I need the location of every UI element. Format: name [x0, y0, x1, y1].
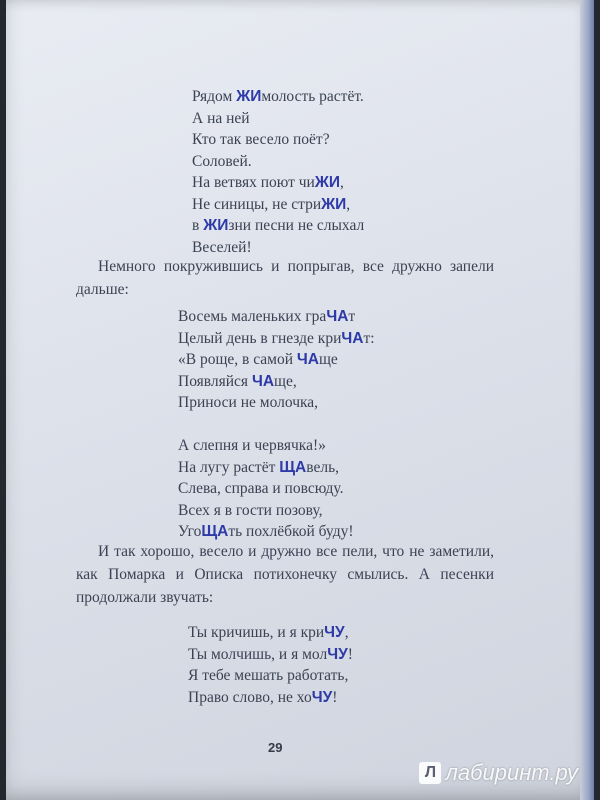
line-text: вель, [306, 458, 340, 476]
line-text: Ты молчишь, и я мол [188, 645, 328, 663]
line-text: Рядом [192, 88, 237, 105]
line-text: в [192, 217, 204, 234]
highlighted-syllable: ЧУ [324, 624, 345, 641]
line-text: Кто так весело поёт? [192, 131, 330, 148]
highlighted-syllable: ЖИ [203, 217, 229, 234]
prose-paragraph-1: Немного покружившись и попрыгав, все дружно запели дальше: [76, 258, 494, 298]
poem-line [192, 86, 364, 108]
line-text: На лугу растёт [178, 458, 280, 476]
line-text: Не синицы, не стри [192, 195, 322, 213]
poem-line [188, 665, 353, 687]
labirint-logo-icon: Л [419, 762, 441, 784]
poem-stanza-cha-scha [178, 306, 375, 543]
line-text: На ветвях поют чи [192, 174, 315, 191]
line-text: «В роще, в самой [178, 351, 297, 368]
watermark [419, 760, 578, 786]
poem-line [178, 349, 375, 371]
line-text: Слева, справа и повсюду. [178, 480, 344, 497]
stanza-gap [178, 414, 375, 436]
highlighted-syllable: ЖИ [314, 174, 341, 191]
line-text: Право слово, не хо [188, 688, 312, 706]
highlighted-syllable: ЧА [326, 308, 349, 325]
poem-stanza-zhi [192, 86, 364, 258]
highlighted-syllable: ЩА [201, 523, 229, 540]
poem-line [178, 457, 375, 479]
line-text: ть похлёбкой буду! [228, 523, 354, 540]
poem-line [178, 392, 375, 414]
highlighted-syllable: ЧА [296, 351, 319, 368]
poem-line [178, 306, 375, 328]
line-text: т [348, 308, 356, 325]
poem-line [192, 172, 364, 194]
highlighted-syllable: ЧУ [327, 645, 348, 663]
line-text: Ты кричишь, и я кри [188, 624, 325, 641]
page-number: 29 [268, 740, 283, 755]
poem-line [178, 371, 375, 393]
line-text: зни песни не слыхал [228, 217, 365, 234]
line-text: А на ней [192, 109, 250, 127]
poem-line [192, 215, 364, 237]
line-text: , [346, 195, 351, 213]
line-text: ! [347, 645, 353, 663]
highlighted-syllable: ЖИ [321, 195, 347, 213]
prose-paragraph-2: И так хорошо, весело и дружно все пели, что не заметили, как Помарка и Описка потихонечку смылись. А песенки продолжали звучать: [76, 543, 494, 606]
line-text: Всех я в гости позову, [178, 501, 323, 519]
poem-line [178, 328, 375, 350]
line-text: Приноси не молочка, [178, 394, 319, 411]
poem-line [192, 129, 364, 151]
line-text: молость растёт. [261, 88, 364, 105]
poem-line [192, 108, 364, 130]
line-text: т: [363, 329, 375, 347]
poem-line [192, 151, 364, 173]
highlighted-syllable: ЩА [279, 458, 307, 476]
poem-line [188, 622, 353, 644]
line-text: ще, [274, 372, 297, 390]
line-text: А слепня и червячка!» [178, 437, 326, 454]
line-text: , [344, 624, 349, 641]
poem-line [188, 644, 353, 666]
poem-line [188, 687, 353, 709]
line-text: Веселей! [192, 238, 252, 256]
highlighted-syllable: ЧУ [311, 688, 333, 706]
poem-line [178, 435, 375, 457]
line-text: , [340, 174, 344, 191]
line-text: Восемь маленьких гра [178, 308, 327, 325]
line-text: Я тебе мешать работать, [188, 667, 349, 684]
poem-line [192, 194, 364, 216]
page-edge [580, 0, 594, 800]
line-text: Появляйся [178, 372, 252, 390]
poem-line [178, 478, 375, 500]
highlighted-syllable: ЖИ [236, 88, 262, 105]
highlighted-syllable: ЧА [251, 372, 275, 390]
line-text: ще [319, 351, 338, 368]
highlighted-syllable: ЧА [341, 329, 364, 347]
line-text: Уго [178, 523, 202, 540]
book-page [6, 0, 594, 800]
line-text: Соловей. [192, 152, 252, 170]
watermark-text: лабиринт.ру [445, 760, 578, 785]
line-text: ! [332, 688, 338, 706]
poem-line [178, 500, 375, 522]
line-text: Целый день в гнезде кри [178, 329, 342, 347]
poem-stanza-chu [188, 622, 353, 708]
